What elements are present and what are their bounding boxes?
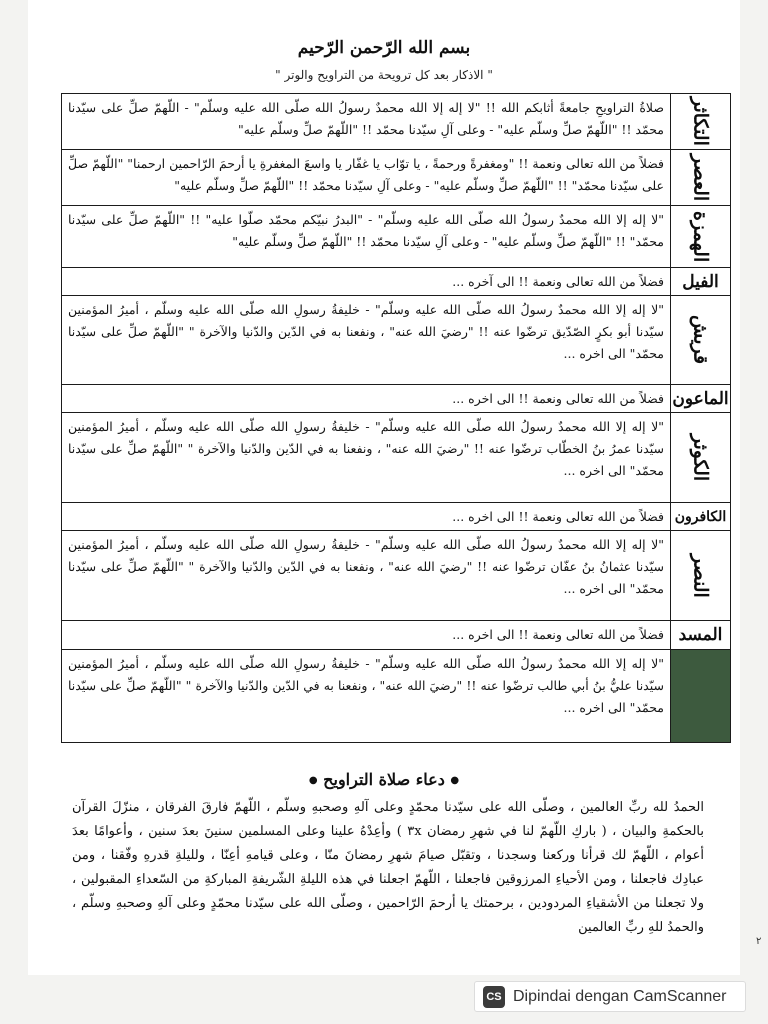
surah-name: الكافرون [670, 503, 730, 530]
page-number: ٢ [756, 936, 762, 947]
row-text: فضلاً من الله تعالى ونعمة !! الى اخره ... [452, 627, 664, 642]
row-text: فضلاً من الله تعالى ونعمة !! الى اخره ... [452, 509, 664, 524]
table-row [62, 503, 730, 531]
table-row [62, 150, 730, 206]
table-row [62, 413, 730, 503]
page-title: بسم الله الرّحمن الرّحيم [297, 38, 471, 58]
table-row [62, 296, 730, 385]
surah-name [670, 650, 730, 742]
camscanner-label: Dipindai dengan CamScanner [513, 987, 727, 1005]
doa-body: الحمدُ لله ربِّ العالمين ، وصلّى الله على سيّدنا محمّدٍ وعلى آلهِ وصحبهِ وسلّم ، اللّهمّ فارقَ الفرقان ، منزّلَ القرآن بالحكمةِ والبيان ، ( باركِ اللّهمّ لنا في شهرِ رمضان ٣x ) وأعِدْهُ علينا وعلى المسلمين سنينَ بعدَ سنين ، وأعوامًا بعدَ أعوام ، اللّهمّ لك قرأنا وركعنا وسجدنا ، وتقبّل صيامَ شهرِ رمضانَ منّا ، وعلى قيامهِ أعِنّا ، ولليلةِ قدرهِ وفّقنا ، ومن عبادِك فاجعلنا ، ومن الأحياءِ المرزوقين فاجعلنا ، اللّهمّ اجعلنا في هذه الليلةِ الشّريفةِ المباركةِ من السّعداءِ المقبولين ، ولا تجعلنا من الأشقياءِ المردودين ، برحمتك يا أرحمَ الرّاحمين ، وصلّى الله على سيّدنا محمّدٍ وعلى آلهِ وصحبهِ وسلّم ، والحمدُ للهِ ربِّ العالمين [72, 800, 704, 935]
surah-name: الفيل [670, 268, 730, 295]
surah-name: الكوثر [670, 413, 730, 502]
scanned-page [28, 0, 762, 975]
row-text: "لا إله إلا الله محمدٌ رسولُ الله صلّى الله عليه وسلّم" - "البدرُ نبيّكم محمّد صلّوا عليه" !! "اللّهمّ صلِّ على سيّدنا محمّد" !! "اللّهمّ صلِّ وسلّم عليه" - وعلى آلِ سيّدنا محمّد !! "اللّهمّ صلِّ وسلّم عليه" [68, 212, 664, 249]
surah-name: العصر [670, 150, 730, 205]
dhikr-table [61, 93, 731, 743]
table-row [62, 94, 730, 150]
table-row [62, 621, 730, 650]
surah-name: التكاثر [670, 94, 730, 149]
row-text: "لا إله إلا الله محمدٌ رسولُ الله صلّى الله عليه وسلّم" - خليفةُ رسولِ الله صلّى الله عليه وسلّم ، أميرُ المؤمنين سيّدنا عثمانُ بنُ عفّان ترضّوا عنه !! "رضيَ الله عنه" ، ونفعنا به في الدّين والدّنيا والآخرة " "اللّهمّ صلِّ على سيّدنا محمّد" الى اخره ... [68, 537, 664, 596]
camscanner-logo-icon: CS [483, 986, 505, 1008]
row-text: فضلاً من الله تعالى ونعمة !! الى اخره ... [452, 391, 664, 406]
bullet-icon: ● [450, 775, 460, 786]
table-row [62, 531, 730, 621]
row-text: "لا إله إلا الله محمدٌ رسولُ الله صلّى الله عليه وسلّم" - خليفةُ رسولِ الله صلّى الله عليه وسلّم ، أميرُ المؤمنين سيّدنا عمرُ بنُ الخطّاب ترضّوا عنه !! "رضيَ الله عنه" ، ونفعنا به في الدّين والدّنيا والآخرة " "اللّهمّ صلِّ على سيّدنا محمّد" الى اخره ... [68, 419, 664, 478]
camscanner-watermark [474, 981, 746, 1012]
bullet-icon: ● [308, 775, 318, 786]
table-row [62, 650, 730, 742]
table-row [62, 206, 730, 268]
page-subtitle: " الاذكار بعد كل ترويحة من التراويح والوتر " [275, 68, 493, 82]
table-row [62, 385, 730, 413]
row-text: "لا إله إلا الله محمدٌ رسولُ الله صلّى الله عليه وسلّم" - خليفةُ رسولِ الله صلّى الله عليه وسلّم ، أميرُ المؤمنين سيّدنا عليُّ بنُ أبي طالب ترضّوا عنه !! "رضيَ الله عنه" ، ونفعنا به في الدّين والدّنيا والآخرة " "اللّهمّ صلِّ على سيّدنا محمّد" الى اخره ... [68, 656, 664, 715]
surah-name: المسد [670, 621, 730, 649]
surah-name: الهمزة [670, 206, 730, 267]
surah-name: النصر [670, 531, 730, 620]
row-text: "لا إله إلا الله محمدٌ رسولُ الله صلّى الله عليه وسلّم" - خليفةُ رسولِ الله صلّى الله عليه وسلّم ، أميرُ المؤمنين سيّدنا أبو بكرٍ الصّدّيق ترضّوا عنه !! "رضيَ الله عنه" ، ونفعنا به في الدّين والدّنيا والآخرة " "اللّهمّ صلِّ على سيّدنا محمّد" الى اخره ... [68, 302, 664, 361]
table-row [62, 268, 730, 296]
surah-name: قريش [670, 296, 730, 384]
surah-name: الماعون [670, 385, 730, 412]
doa-title-text: دعاء صلاة التراويح [323, 770, 445, 789]
row-text: صلاةُ التراويحِ جامعةً أثابكم الله !! "لا إله إلا الله محمدٌ رسولُ الله صلّى الله عليه وسلّم" - اللّهمّ صلِّ على سيّدنا محمّد !! "اللّهمّ صلِّ وسلّم عليه" - وعلى آلِ سيّدنا محمّد !! "اللّهمّ صلِّ وسلّم عليه" [68, 100, 664, 137]
row-text: فضلاً من الله تعالى ونعمة !! الى آخره ... [452, 274, 664, 289]
row-text: فضلاً من الله تعالى ونعمة !! "ومغفرةً ورحمةً ، يا توّاب يا غفّار يا واسعَ المغفرةِ يا أرحمَ الرّاحمين ارحمنا" "اللّهمّ صلِّ على سيّدنا محمّد" !! "اللّهمّ صلِّ وسلّم عليه" - وعلى آلِ سيّدنا محمّد !! "اللّهمّ صلِّ وسلّم عليه" [68, 156, 664, 193]
doa-heading [28, 770, 740, 789]
